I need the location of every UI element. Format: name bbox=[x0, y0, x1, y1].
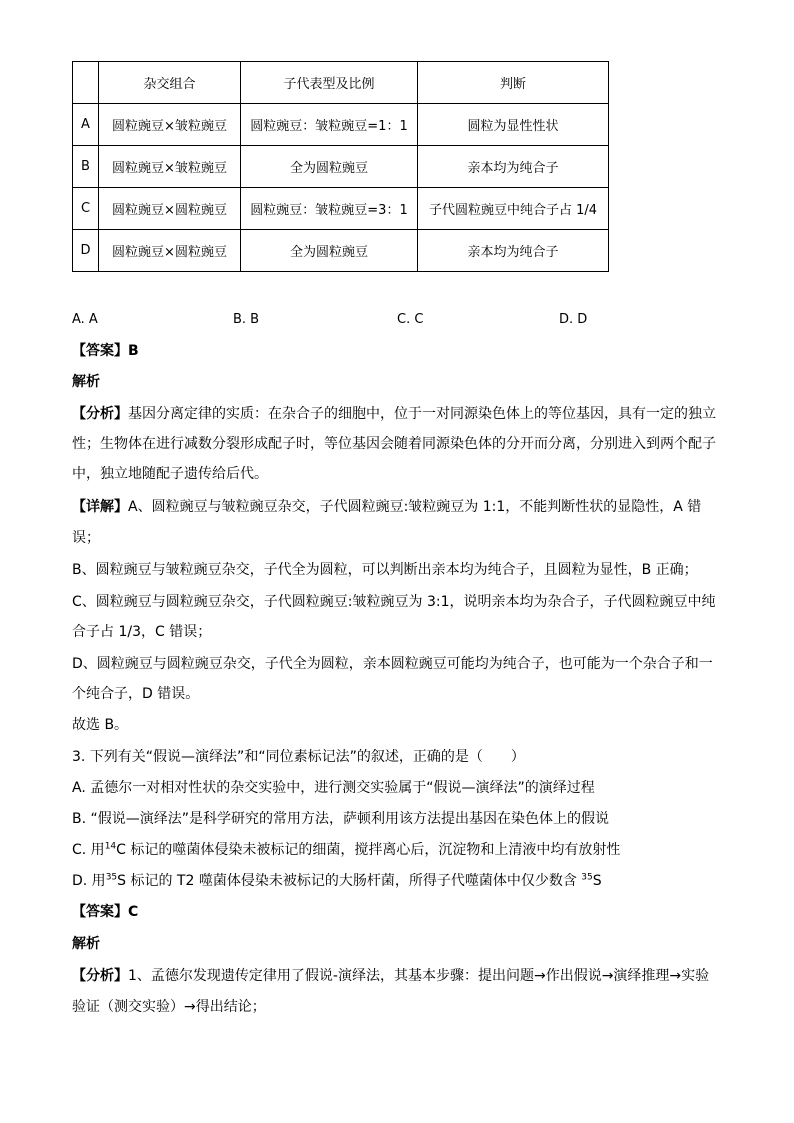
table-row bbox=[73, 146, 609, 188]
table-cell: 子代圆粒豌豆中纯合子占 1/4 bbox=[418, 188, 609, 230]
table-cell: A bbox=[73, 104, 99, 146]
q3-option-d-prefix: D. 用 bbox=[72, 873, 106, 889]
table-cell: 亲本均为纯合子 bbox=[418, 230, 609, 272]
table-header-cell: 杂交组合 bbox=[99, 62, 241, 104]
isotope-mass-number: 35 bbox=[105, 872, 118, 883]
table-cell: 圆粒豌豆×皱粒豌豆 bbox=[99, 146, 241, 188]
table-row bbox=[73, 104, 609, 146]
table-row bbox=[73, 188, 609, 230]
table-header-row bbox=[73, 62, 609, 104]
q2-options bbox=[72, 312, 632, 332]
q2-analysis-line: 中，独立地随配子遗传给后代。 bbox=[72, 466, 268, 482]
table-cell: 圆粒豌豆×圆粒豌豆 bbox=[99, 230, 241, 272]
isotope-mass-number: 35 bbox=[581, 872, 593, 883]
table-cell: 全为圆粒豌豆 bbox=[241, 146, 418, 188]
q3-jiexi-heading: 解析 bbox=[72, 936, 100, 952]
option-d: D. D bbox=[559, 312, 588, 327]
option-b: B. B bbox=[233, 312, 260, 327]
table-cell: 圆粒豌豆×圆粒豌豆 bbox=[99, 188, 241, 230]
table-cell: C bbox=[73, 188, 99, 230]
q2-conclusion: 故选 B。 bbox=[72, 717, 129, 733]
q2-detail-line: 合子占 1/3，C 错误； bbox=[72, 624, 212, 640]
q3-option-c-text: C 标记的噬菌体侵染未被标记的细菌，搅拌离心后，沉淀物和上清液中均有放射性 bbox=[116, 842, 621, 858]
q3-option-a: A. 孟德尔一对相对性状的杂交实验中，进行测交实验属于“假说—演绎法”的演绎过程 bbox=[72, 780, 595, 796]
isotope-mass-number: 14 bbox=[104, 841, 117, 852]
table-cell: 圆粒豌豆：皱粒豌豆=1：1 bbox=[241, 104, 418, 146]
table-cell: 圆粒豌豆×皱粒豌豆 bbox=[99, 104, 241, 146]
q2-detail-line: D、圆粒豌豆与圆粒豌豆杂交，子代全为圆粒，亲本圆粒豌豆可能均为纯合子，也可能为一个杂合子和一 bbox=[72, 656, 713, 672]
q2-detail-line: 误； bbox=[72, 530, 100, 546]
q2-analysis-line: 【分析】基因分离定律的实质：在杂合子的细胞中，位于一对同源染色体上的等位基因，具有一定的独立 bbox=[72, 406, 716, 422]
q3-option-d bbox=[72, 871, 732, 891]
q3-option-d-suffix: S bbox=[592, 873, 602, 889]
table-header-cell: 子代表型及比例 bbox=[241, 62, 418, 104]
table-cell: D bbox=[73, 230, 99, 272]
table-cell: 圆粒为显性性状 bbox=[418, 104, 609, 146]
q3-analysis-line: 【分析】1、孟德尔发现遗传定律用了假说-演绎法，其基本步骤：提出问题→作出假说→演绎推理→实验 bbox=[72, 968, 710, 984]
table-cell: 全为圆粒豌豆 bbox=[241, 230, 418, 272]
q3-option-b: B. “假说—演绎法”是科学研究的常用方法，萨顿利用该方法提出基因在染色体上的假说 bbox=[72, 811, 610, 827]
q2-analysis-line: 性；生物体在进行减数分裂形成配子时，等位基因会随着同源染色体的分开而分离，分别进入到两个配子 bbox=[72, 436, 716, 452]
option-a: A. A bbox=[72, 312, 98, 327]
q3-option-d-text: S 标记的 T2 噬菌体侵染未被标记的大肠杆菌，所得子代噬菌体中仅少数含 bbox=[117, 873, 582, 889]
table-header-cell bbox=[73, 62, 99, 104]
q3-option-c bbox=[72, 840, 732, 860]
q2-detail-line: 【详解】A、圆粒豌豆与皱粒豌豆杂交，子代圆粒豌豆:皱粒豌豆为 1:1，不能判断性状的显隐性，A 错 bbox=[72, 499, 702, 515]
table-cell: B bbox=[73, 146, 99, 188]
q2-detail-line: B、圆粒豌豆与皱粒豌豆杂交，子代全为圆粒，可以判断出亲本均为纯合子，且圆粒为显性，B 正确； bbox=[72, 562, 698, 578]
q3-analysis-line: 验证（测交实验）→得出结论； bbox=[72, 999, 266, 1015]
table-cell: 亲本均为纯合子 bbox=[418, 146, 609, 188]
q3-stem: 3. 下列有关“假说—演绎法”和“同位素标记法”的叙述，正确的是（ ） bbox=[72, 749, 525, 765]
table-header-cell: 判断 bbox=[418, 62, 609, 104]
q2-detail-line: C、圆粒豌豆与圆粒豌豆杂交，子代圆粒豌豆:皱粒豌豆为 3:1，说明亲本均为杂合子，子代圆粒豌豆中纯 bbox=[72, 594, 716, 610]
cross-results-table bbox=[72, 61, 609, 272]
table-cell: 圆粒豌豆：皱粒豌豆=3：1 bbox=[241, 188, 418, 230]
q2-detail-line: 个纯合子，D 错误。 bbox=[72, 686, 200, 702]
table-row bbox=[73, 230, 609, 272]
q2-answer: 【答案】B bbox=[72, 343, 139, 359]
q2-jiexi-heading: 解析 bbox=[72, 374, 100, 390]
option-c: C. C bbox=[397, 312, 424, 327]
q3-answer: 【答案】C bbox=[72, 904, 139, 920]
q3-option-c-prefix: C. 用 bbox=[72, 842, 105, 858]
